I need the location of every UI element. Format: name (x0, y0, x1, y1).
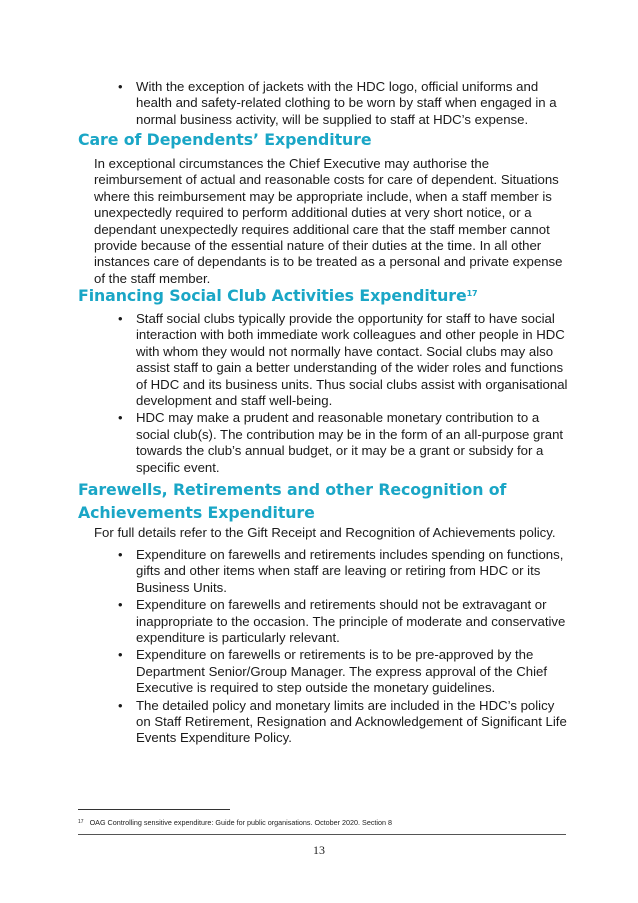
social-club-heading-text: Financing Social Club Activities Expenditure (78, 286, 467, 305)
intro-bullet-list (136, 79, 566, 129)
footnote-divider (78, 809, 230, 810)
list-item: • With the exception of jackets with the HDC logo, official uniforms and health and safety-related clothing to be worn by staff when engaged in a normal business activity, will be supplied to staff at HDC’s expense. (136, 79, 566, 128)
list-item: • Expenditure on farewells and retirements should not be extravagant or inappropriate to the occasion. The principle of moderate and conservative expenditure is particularly relevant. (136, 597, 568, 646)
section-heading-farewells: Farewells, Retirements and other Recognition of Achievements Expenditure (78, 480, 507, 522)
footnote-text: OAG Controlling sensitive expenditure: Guide for public organisations. October 2020. Section 8 (89, 818, 393, 827)
list-item: • HDC may make a prudent and reasonable monetary contribution to a social club(s). The contribution may be in the form of an all-purpose grant towards the club’s annual budget, or it may be a grant or subsidy for a specific event. (136, 410, 568, 476)
footnote (78, 818, 578, 827)
list-item: • Staff social clubs typically provide the opportunity for staff to have social interaction with both immediate work colleagues and other people in HDC with whom they would not normally have contact. Social clubs may also assist staff to gain a better understanding of the wider roles and functions of HDC and its business units. Thus social clubs assist with organisational development and staff well-being. (136, 311, 568, 409)
list-item: • Expenditure on farewells and retirements includes spending on functions, gifts and other items when staff are leaving or retiring from HDC or its Business Units. (136, 547, 568, 596)
dependents-paragraph: In exceptional circumstances the Chief Executive may authorise the reimbursement of actual and reasonable costs for care of dependent. Situations where this reimbursement may be appropriate include, when a staff member is unexpectedly required to perform additional duties at very short notice, or a dependant unexpectedly requires additional care that the staff member cannot provide because of the essential nature of their duties at the time. In all other instances care of dependants is to be treated as a personal and private expense of the staff member. (94, 156, 563, 286)
list-item: • Expenditure on farewells or retirements is to be pre-approved by the Department Senior/Group Manager. The express approval of the Chief Executive is required to step outside the monetary guidelines. (136, 647, 568, 696)
footer-divider (78, 834, 566, 835)
footnote-number: 17 (78, 819, 84, 825)
farewells-intro-paragraph: For full details refer to the Gift Receipt and Recognition of Achievements policy. (94, 525, 556, 540)
section-heading-dependents: Care of Dependents’ Expenditure (78, 130, 372, 149)
section-heading-social-club (78, 285, 478, 307)
social-club-bullet-list (136, 311, 568, 477)
page-number: 13 (313, 843, 325, 857)
farewells-bullet-list (136, 547, 568, 748)
footnote-reference[interactable]: 17 (466, 289, 478, 298)
list-item: • The detailed policy and monetary limits are included in the HDC’s policy on Staff Retirement, Resignation and Acknowledgement of Significant Life Events Expenditure Policy. (136, 698, 568, 747)
